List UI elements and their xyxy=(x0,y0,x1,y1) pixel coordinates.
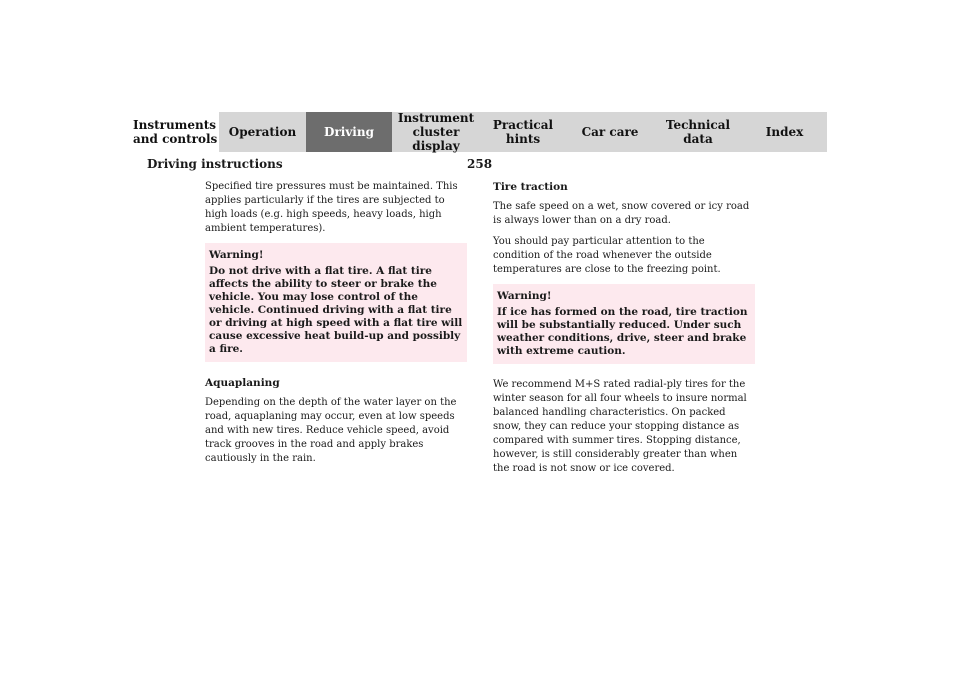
tire-traction-heading: Tire traction xyxy=(493,181,568,193)
right-column xyxy=(493,180,755,483)
tab-instruments-and-controls[interactable] xyxy=(133,112,219,152)
tab-label: Operation xyxy=(228,125,297,139)
tab-label: Instrument cluster display xyxy=(397,111,475,153)
tab-label: Index xyxy=(765,125,804,139)
tab-label: Instruments and controls xyxy=(133,118,218,146)
tab-practical-hints[interactable] xyxy=(480,112,566,152)
tab-operation[interactable] xyxy=(219,112,306,152)
tab-label: Technical data xyxy=(665,118,731,146)
aquaplaning-heading: Aquaplaning xyxy=(205,377,280,389)
chapter-nav xyxy=(133,112,827,152)
tab-instrument-cluster-display[interactable] xyxy=(392,112,480,152)
traction-paragraph-1: The safe speed on a wet, snow covered or icy road is always lower than on a dry road. xyxy=(493,201,750,226)
warning-body: Do not drive with a flat tire. A flat tire affects the ability to steer or brake the vehicle. You may lose control of the vehicle. Continued driving with a flat tire or driving at high speed with a flat tire will cause excessive heat build-up and possibly a fire. xyxy=(209,265,463,355)
tab-car-care[interactable] xyxy=(566,112,654,152)
tab-label: Car care xyxy=(581,125,639,139)
ice-warning xyxy=(493,284,755,364)
winter-tires-paragraph: We recommend M+S rated radial-ply tires for the winter season for all four wheels to insure normal balanced handling characteristics. On packed snow, they can reduce your stopping distance as compared with summer tires. Stopping distance, however, is still considerably greater than when the road is not snow or ice covered. xyxy=(493,379,747,474)
tab-technical-data[interactable] xyxy=(654,112,742,152)
tab-label: Practical hints xyxy=(492,118,554,146)
aquaplaning-paragraph: Depending on the depth of the water layer on the road, aquaplaning may occur, even at low speeds and with new tires. Reduce vehicle speed, avoid track grooves in the road and apply brakes cautiously in the rain. xyxy=(205,397,457,464)
section-title: Driving instructions xyxy=(147,157,283,171)
warning-body: If ice has formed on the road, tire traction will be substantially reduced. Under such weather conditions, drive, steer and brake with extreme caution. xyxy=(497,306,748,357)
tab-label: Driving xyxy=(324,125,374,139)
flat-tire-warning xyxy=(205,243,467,362)
warning-title: Warning! xyxy=(209,249,264,261)
tire-pressure-paragraph: Specified tire pressures must be maintained. This applies particularly if the tires are subjected to high loads (e.g. high speeds, heavy loads, high ambient temperatures). xyxy=(205,181,458,234)
left-column xyxy=(205,180,467,473)
page-number: 258 xyxy=(467,157,493,171)
warning-title: Warning! xyxy=(497,290,552,302)
tab-driving[interactable] xyxy=(306,112,392,152)
tab-index[interactable] xyxy=(742,112,827,152)
traction-paragraph-2: You should pay particular attention to the condition of the road whenever the outside temperatures are close to the freezing point. xyxy=(493,236,721,275)
page-header xyxy=(147,157,707,173)
